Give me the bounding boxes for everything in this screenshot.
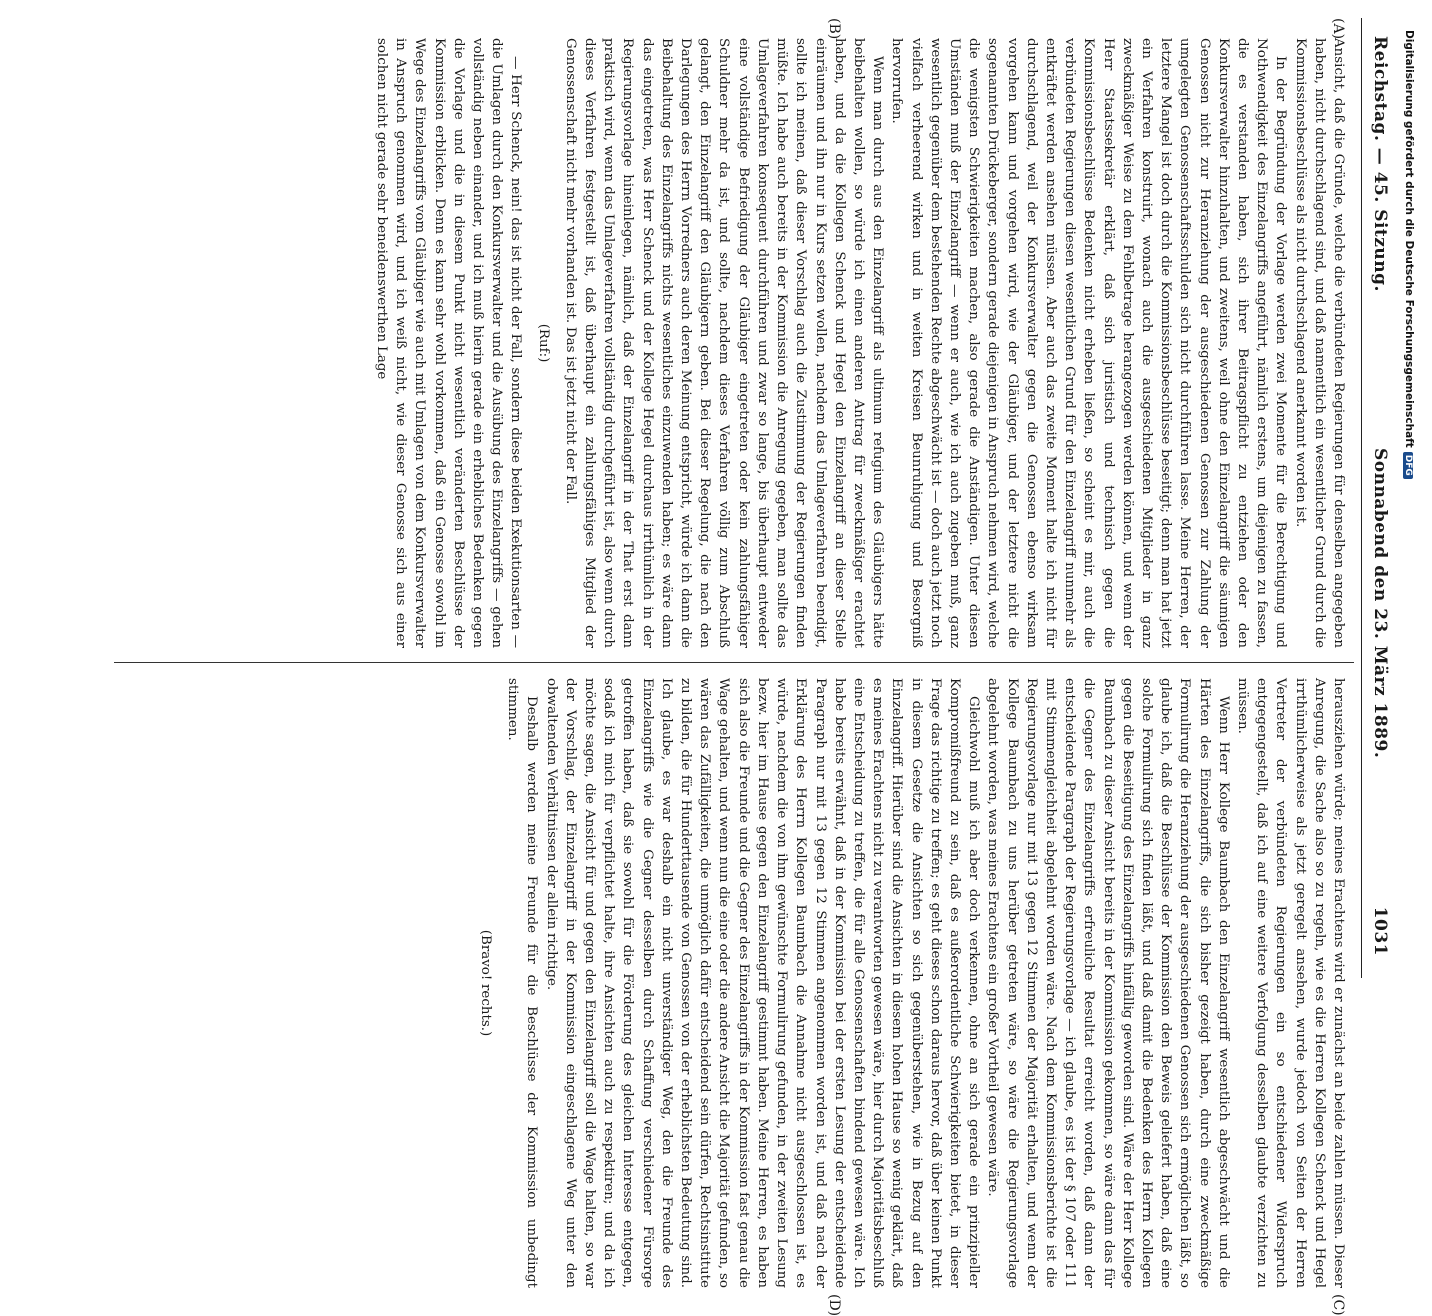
paragraph: Wenn Herr Kollege Baumbach den Einzelangriff wesentlich abgeschwächt und die Härten des Einzelangriffs, die sich bisher gezeigt haben, durch eine zweckmäßige Formulirung die Heranziehung der ausgeschiedenen Genossen sich ermöglichen läßt, so glaube ich, daß die Beschlüsse der Kommission den Beweis geliefert haben, daß eine solche Formulirung sich finden läßt, und daß damit die Bedenken des Herrn Kollegen gegen die Beseitigung des Einzelangriffs hinfällig geworden sind. Wäre der Herr Kollege Baumbach zu dieser Ansicht bereits in der Kommission gekommen, so wäre dann das für die Gegner des Einzelangriffs erfreuliche Resultat erreicht worden, daß dann der entscheidende Paragraph der Regierungsvorlage — ich glaube, es ist der § 107 oder 111 mit Stimmengleichheit abgelehnt worden wäre. Nach dem Kommissionsberichte ist die Regierungsvorlage nur mit 13 gegen 12 Stimmen der Majorität erhalten, und wenn der Kollege Baumbach zu uns herüber getreten wäre, so wäre die Regierungsvorlage abgelehnt worden, was meines Erachtens ein großer Vortheil gewesen wäre. — [985, 678, 1231, 1288]
paragraph: Wenn man durch aus den Einzelangriff als ultimum refugium des Gläubigers hätte beibehalten wollen, so würde ich einen anderen Antrag für zweckmäßiger erachtet haben, und da die Kollegen Schenck und Hegel den Einzelangriff an dieser Stelle einräumen und ihn nur in Kurs setzen wollen, nachdem das Umlageverfahren beendigt, sollte ich meinen, daß dieser Vorschlag auch die Zustimmung der Regierungen finden müßte. Ich habe auch bereits in der Kommission die Anregung gegeben, man sollte das Umlageverfahren konsequent durchführen und zwar so lange, bis überhaupt entweder eine vollständige Befriedigung der Gläubiger eingetreten oder kein zahlungsfähiger Schuldner mehr da ist, und sollte, nachdem dieses Verfahren völlig zum Abschluß gelangt, den Einzelangriff den Gläubigern geben. Bei dieser Regelung, die nach den Darlegungen des Herrn Vorredners auch deren Meinung entspricht, würde ich dann die Beibehaltung des Einzelangriffs nichts wesentliches einzuwenden haben; es wäre dann das eingetreten, was Herr Schenck und der Kollege Hegel durchaus irrthümlich in der Regierungsvorlage hineinlegen, nämlich, daß der Einzelangriff in der That erst dann praktisch wird, wenn das Umlageverfahren vollständig durchgeführt ist, also wenn durch dieses Verfahren festgestellt ist, daß überhaupt ein zahlungsfähiges Mitglied der Genossenschaft nicht mehr vorhanden ist. Das ist jetzt nicht der Fall. — [562, 38, 886, 648]
paragraph: — Herr Schenck, nein! das ist nicht der Fall, sondern diese beiden Exekutionsarten — die Umlagen durch den Konkursverwalter und die Ausübung des Einzelangriffs — gehen vollständig neben einander, und ich muß hierin gerade ein erhebliches Bedenken gegen die Vorlage und die in diesem Punkt nicht wesentlich veränderten Beschlüsse der Kommission erblicken. Denn es kann sehr wohl vorkommen, daß ein Genosse sowohl im Wege des Einzelangriffs vom Gläubiger wie auch mit Umlagen von dem Konkursverwalter in Anspruch genommen wird, und ich weiß nicht, wie dieser Genosse sich aus einer solchen nicht gerade sehr beneidenswerthen Lage — [374, 38, 524, 648]
marker-b: (B) — [826, 18, 842, 40]
marker-a: (A) — [1330, 18, 1346, 40]
paragraph: Deshalb werden meine Freunde für die Beschlüsse der Kommission unbedingt stimmen. — [505, 678, 540, 1288]
page-number: 1031 — [1370, 906, 1390, 956]
header-left: Reichstag. — 45. Sitzung. — [1370, 36, 1390, 292]
column-divider — [114, 662, 1354, 663]
paragraph: herausziehen würde; meines Erachtens wird er zunächst an beide zahlen müssen. Dieser Anregung, die Sache also so zu regeln, wie es die Herren Kollegen Schenck und Hegel irrthümlicherweise als jetzt geregelt ansehen, wurde jedoch von Seiten der Herren Vertreter der verbündeten Regierungen ein so entschiedener Widerspruch entgegengestellt, daß ich auf eine weitere Verfolgung desselben glaubte verzichten zu müssen. — [1234, 678, 1346, 1288]
interjection: (Bravo! rechts.) — [478, 929, 494, 1037]
page-header — [1361, 18, 1396, 978]
marker-c: (C) — [1330, 1294, 1346, 1316]
marker-d: (D) — [826, 1294, 842, 1316]
paragraph: Ansicht, daß die Gründe, welche die verbündeten Regierungen für denselben angegeben haben, nicht durchschlagend sind, und daß namentlich ein wesentlicher Grund durch die Kommissionsbeschlüsse als nicht durchschlagend anerkannt worden ist. — [1292, 38, 1346, 648]
paragraph: In der Begründung der Vorlage werden zwei Momente für die Berechtigung und Nothwendigkeit des Einzelangriffs angeführt, nämlich erstens, um diejenigen zu fassen, die es verstanden haben, sich ihrer Beitragspflicht zu entziehen oder den Konkursverwalter hinzuhalten, und zweitens, weil ohne den Einzelangriff die säumigen Genossen nicht zur Heranziehung der ausgeschiedenen Genossen zur Zahlung der umgelegten Genossenschaftsschulden sich nicht durchführen lasse. Meine Herren, der letztere Mangel ist doch durch die Kommissionsbeschlüsse beseitigt; denn man hat jetzt ein Verfahren konstruirt, wonach auch die ausgeschiedenen Mitglieder in ganz zweckmäßiger Weise zu dem Fehlbetrage herangezogen werden können, und wenn der Herr Staatssekretär erklärt, daß sich juristisch und technisch gegen die Kommissionsbeschlüsse Bedenken nicht erheben ließen, so scheint es mir, auch die verbündeten Regierungen diesen wesentlichen Grund für den Einzelangriff nunmehr als entkräftet werden ansehen müssen. Aber auch das zweite Moment halte ich nicht für durchschlagend, weil der Konkursverwalter gegen die Genossen ebenso wirksam vorgehen kann und vorgehen wird, wie der Gläubiger, und der letztere nicht die sogenannten Drückeberger, sondern gerade diejenigen in Anspruch nehmen wird, welche die wenigsten Schwierigkeiten machen, also gerade die Anständigen. Unter diesen Umständen muß der Einzelangriff — wenn er auch, wie ich auch zugeben muß, ganz wesentlich gegenüber dem bestehenden Rechte abgeschwächt ist — doch auch jetzt noch vielfach verheerend wirken und in weiten Kreisen Beunruhigung und Besorgniß hervorrufen. — [889, 38, 1289, 648]
digitization-credit — [1401, 30, 1415, 990]
interjection: (Ruf:) — [535, 323, 551, 363]
paragraph: Gleichwohl muß ich aber doch verkennen, ohne an sich gerade ein prinzipieller Kompromißfreund zu sein, daß es außerordentliche Schwierigkeiten bietet, in dieser Frage das richtige zu treffen; es geht dieses schon daraus hervor, daß über keinen Punkt in diesem Gesetze die Ansichten so sich gegenüberstehen, wie in Bezug auf den Einzelangriff. Hierüber sind die Ansichten in diesem hohen Hause so wenig geklärt, daß es meines Erachtens nicht zu verantworten gewesen wäre, hier durch Majoritätsbeschluß eine Entscheidung zu treffen, die für alle Genossenschaften bindend gewesen wäre. Ich habe bereits erwähnt, daß in der Kommission bei der ersten Lesung der entscheidende Paragraph nur mit 13 gegen 12 Stimmen angenommen worden ist, und daß nach der Erklärung des Herrn Kollegen Baumbach die Annahme nicht ausgeschlossen ist, es würde, nachdem die von ihm gewünschte Formulirung gefunden, in der zweiten Lesung bezw. hier im Hause gegen den Einzelangriff gestimmt haben. Meine Herren, es haben sich also die Freunde und die Gegner des Einzelangriffs in der Kommission fast genau die Wage gehalten, und wenn nun die eine oder die andere Ansicht die Majorität gefunden, so wären das Zufälligkeiten, die unmöglich dafür entscheidend sein dürfen, Rechtsinstitute zu bilden, die für Hunderttausende von Genossen von der erheblichsten Bedeutung sind. Ich glaube, es war deshalb ein nicht unverständiger Weg, den die Freunde des Einzelangriffs wie die Gegner desselben durch Schaffung verschiedener Fürsorge getroffen haben, daß sie sowohl für die Förderung des gleichen Interesse entgegen, sodaß ich mich für verpflichtet halte, ihre Ansichten auch zu respektiren; und da ich möchte sagen, die Ansicht für und gegen den Einzelangriff soll die Wage halten, so war der Vorschlag, der Einzelangriff in der Kommission eingeschlagene Weg unter den obwaltenden Verhältnissen der allein richtige. — [543, 678, 982, 1288]
right-column — [468, 678, 1348, 1288]
rotated-page — [100, 18, 1400, 1316]
left-column — [372, 38, 1348, 648]
dfg-logo: DFG — [1403, 452, 1413, 479]
header-date: Sonnabend den 23. März 1889. — [1370, 448, 1390, 759]
credit-text: Digitalisierung gefördert durch die Deutsche Forschungsgemeinschaft — [1403, 30, 1415, 448]
